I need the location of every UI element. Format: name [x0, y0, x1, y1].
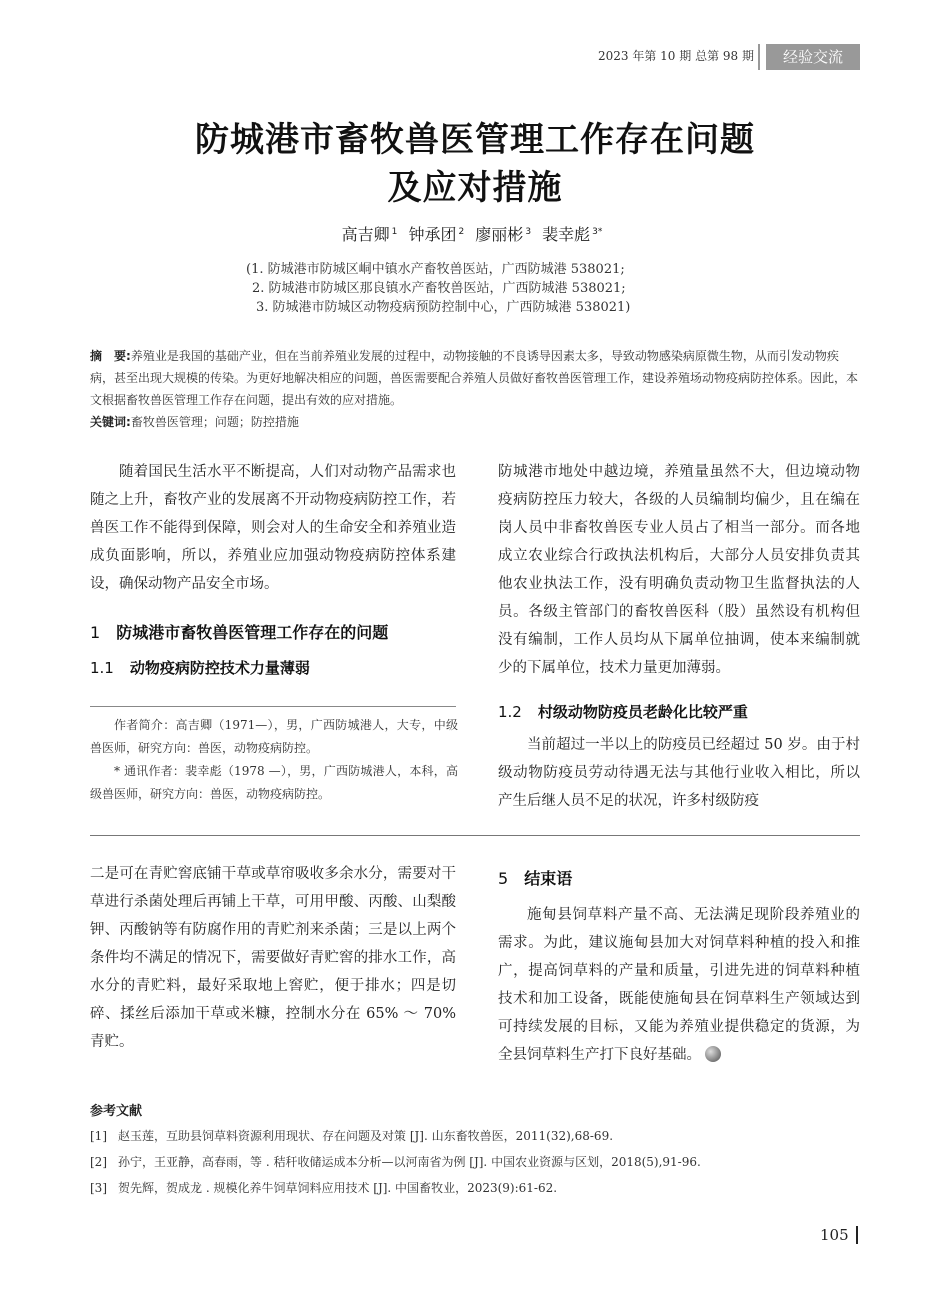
- lower-left-paragraph: 二是可在青贮窖底铺干草或草帘吸收多余水分，需要对干草进行杀菌处理后再铺上干草，可用甲酸、丙酸、山梨酸钾、丙酸钠等有防腐作用的青贮剂来杀菌；三是以上两个条件均不满足的情况下，需要做好青贮窖的排水工作，高水分的青贮料，最好采取地上窖贮，便于排水；四是切碎、揉丝后添加干草或米糠，控制水分在 65% ～ 70% 青贮。: [90, 866, 456, 1050]
- author-footnote: [90, 714, 458, 806]
- author-affiliation-mark: 1: [391, 226, 398, 237]
- section-number: 5: [498, 869, 509, 888]
- reference-item: [90, 1127, 613, 1144]
- keywords: [90, 411, 860, 433]
- section-1-1-heading: [90, 657, 310, 678]
- affiliation-2: 2. 防城港市防城区那良镇水产畜牧兽医站，广西防城港 538021;: [252, 281, 626, 296]
- author-bio: 作者简介：高吉卿（1971—），男，广西防城港人，大专，中级兽医师，研究方向：兽医，动物疫病防控。: [90, 718, 458, 755]
- header-divider: [758, 44, 760, 70]
- author-name: 廖丽彬: [475, 225, 524, 244]
- title-line-2: 及应对措施: [387, 168, 563, 208]
- issue-info: 2023 年第 10 期 总第 98 期: [598, 49, 754, 63]
- author-name: 钟承团: [408, 225, 457, 244]
- section-1-heading: [90, 620, 388, 643]
- author-name: 高吉卿: [341, 225, 390, 244]
- right-paragraph-1: 防城港市地处中越边境，养殖量虽然不大，但边境动物疫病防控压力较大，各级的人员编制均偏少，且在编在岗人员中非畜牧兽医专业人员占了相当一部分。而各地成立农业综合行政执法机构后，大部分人员安排负责其他农业执法工作，没有明确负责动物卫生监督执法的人员。各级主管部门的畜牧兽医科（股）虽然设有机构但没有编制，工作人员均从下属单位抽调，使本来编制就少的下属单位，技术力量更加薄弱。: [498, 464, 860, 676]
- reference-item: [90, 1179, 557, 1196]
- reference-number: [1]: [90, 1129, 107, 1143]
- intro-paragraph: 随着国民生活水平不断提高，人们对动物产品需求也随之上升，畜牧产业的发展离不开动物疫病防控工作，若兽医工作不能得到保障，则会对人的生命安全和养殖业造成负面影响，所以，养殖业应加强动物疫病防控体系建设，确保动物产品安全市场。: [90, 464, 456, 592]
- author-affiliation-mark: 3*: [592, 226, 603, 237]
- section-number: 1: [90, 623, 101, 642]
- affiliation-1: (1. 防城港市防城区峒中镇水产畜牧兽医站，广西防城港 538021;: [246, 262, 625, 277]
- abstract: [90, 345, 860, 411]
- title-line-1: 防城港市畜牧兽医管理工作存在问题: [195, 120, 755, 160]
- reference-number: [2]: [90, 1155, 107, 1169]
- right-paragraph-2: 当前超过一半以上的防疫员已经超过 50 岁。由于村级动物防疫员劳动待遇无法与其他行业收入相比，所以产生后继人员不足的状况，许多村级防疫: [498, 737, 860, 809]
- section-title: 结束语: [524, 869, 573, 888]
- corresponding-author: * 通讯作者：裴幸彪（1978 —），男，广西防城港人，本科，高级兽医师，研究方向：兽医，动物疫病防控。: [90, 764, 458, 801]
- section-5-heading: [498, 866, 572, 889]
- reference-text: 贺先辉，贺成龙 . 规模化养牛饲草饲料应用技术 [J]. 中国畜牧业，2023(9):61-62.: [118, 1181, 558, 1195]
- page-number-bar: [856, 1226, 858, 1244]
- reference-item: [90, 1153, 701, 1170]
- subsection-title: 动物疫病防控技术力量薄弱: [129, 659, 310, 677]
- conclusion-text: 施甸县饲草料产量不高、无法满足现阶段养殖业的需求。为此，建议施甸县加大对饲草料种植的投入和推广，提高饲草料的产量和质量，引进先进的饲草料种植技术和加工设备，既能使施甸县在饲草料生产领域达到可持续发展的目标，又能为养殖业提供稳定的货源，为全县饲草料生产打下良好基础。: [498, 907, 860, 1063]
- reference-text: 孙宁，王亚静，高春雨，等 . 秸秆收储运成本分析—以河南省为例 [J]. 中国农业资源与区划，2018(5),91-96.: [118, 1155, 701, 1169]
- keywords-label: 关键词:: [90, 415, 131, 429]
- affiliation-3: 3. 防城港市防城区动物疫病预防控制中心，广西防城港 538021): [256, 300, 631, 315]
- footnote-rule: [90, 706, 456, 707]
- references-title: 参考文献: [90, 1104, 143, 1119]
- author-affiliation-mark: 2: [458, 226, 465, 237]
- author-name: 裴幸彪: [542, 225, 591, 244]
- subsection-number: 1.2: [498, 703, 522, 721]
- abstract-label: 摘 要:: [90, 349, 131, 363]
- subsection-title: 村级动物防疫员老龄化比较严重: [537, 703, 748, 721]
- article-separator: [90, 835, 860, 836]
- subsection-number: 1.1: [90, 659, 114, 677]
- end-mark-icon: [705, 1046, 721, 1062]
- author-affiliation-mark: 3: [525, 226, 532, 237]
- reference-number: [3]: [90, 1181, 107, 1195]
- conclusion-paragraph: [498, 901, 860, 1069]
- reference-text: 赵玉莲，互助县饲草料资源利用现状、存在问题及对策 [J]. 山东畜牧兽医，2011(32),68-69.: [118, 1129, 614, 1143]
- author-list: [0, 222, 950, 245]
- section-title: 防城港市畜牧兽医管理工作存在的问题: [116, 623, 389, 642]
- keywords-text: 畜牧兽医管理；问题；防控措施: [130, 415, 299, 429]
- abstract-text: 养殖业是我国的基础产业，但在当前养殖业发展的过程中，动物接触的不良诱导因素太多，导致动物感染病原微生物，从而引发动物疾病，甚至出现大规模的传染。为更好地解决相应的问题，兽医需要配合养殖人员做好畜牧兽医管理工作，建设养殖场动物疫病防控体系。因此，本文根据畜牧兽医管理工作存在问题，提出有效的应对措施。: [90, 349, 859, 407]
- page-number: 105: [820, 1226, 849, 1244]
- section-tag: 经验交流: [766, 44, 860, 70]
- section-1-2-heading: [498, 701, 748, 722]
